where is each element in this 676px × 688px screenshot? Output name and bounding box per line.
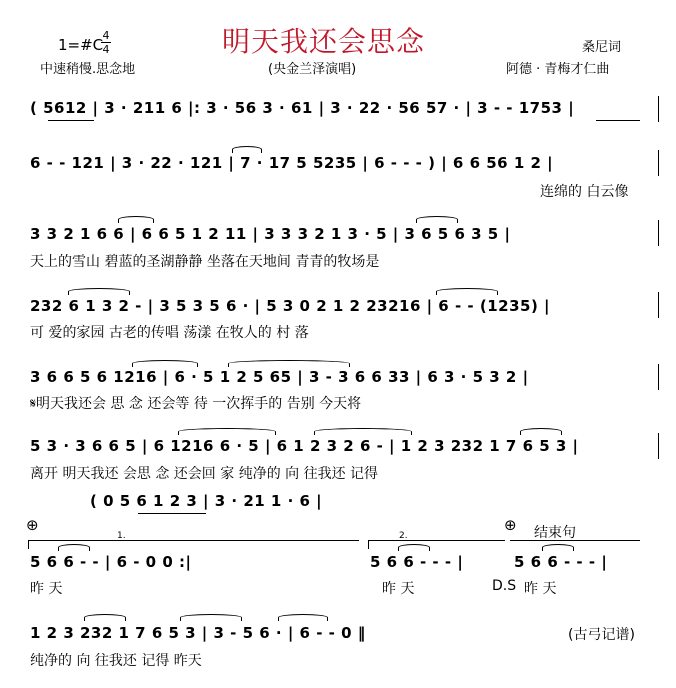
coda-sign-2: ⊕ — [504, 516, 517, 534]
bar-line — [658, 292, 659, 318]
performer: (央金兰泽演唱) — [268, 62, 357, 77]
song-title: 明天我还会思念 — [222, 25, 426, 58]
slur — [132, 360, 198, 367]
coda-label: 结束句 — [534, 525, 576, 541]
key-signature: 1=#C — [58, 36, 104, 54]
score-line-2: 6 - - 121 | 3 · 22 · 121 | 7 · 17 5 5235 | 6 - - - ) | 6 6 56 1 2 | — [30, 154, 554, 172]
lyrics-line-2: 连绵的 白云像 — [540, 184, 629, 200]
slur — [398, 544, 430, 551]
slur — [416, 216, 458, 223]
score-line-5: 3 6 6 5 6 1216 | 6 · 5 1 2 5 65 | 3 - 3 6 6 33 | 6 3 · 5 3 2 | — [30, 368, 529, 386]
slur — [228, 360, 350, 367]
slur — [314, 428, 412, 435]
lyrics-line-5: 𝄋明天我还会 思 念 还会等 待 一次挥手的 告别 今天将 — [30, 396, 362, 412]
bar-line — [658, 364, 659, 390]
coda-bracket — [510, 540, 640, 549]
triplet-slur — [84, 614, 126, 621]
ending-1-lyrics: 昨 天 — [30, 581, 63, 597]
slur — [180, 614, 242, 621]
coda-ending-notes: 5 6 6 - - - | — [514, 553, 608, 571]
slur — [436, 288, 498, 295]
slur — [278, 614, 328, 621]
triplet-slur — [520, 428, 562, 435]
coda-sign: ⊕ — [26, 516, 39, 534]
slur — [542, 544, 574, 551]
volta-1-label: 1. — [117, 531, 126, 541]
ending-2-notes: 5 6 6 - - - | — [370, 553, 464, 571]
underline — [48, 120, 94, 121]
score-line-7: ( 0 5 6 1 2 3 | 3 · 21 1 · 6 | — [90, 492, 323, 510]
volta-bracket-2 — [368, 531, 505, 549]
slur — [178, 428, 276, 435]
slur — [68, 288, 130, 295]
time-signature-top: 4 — [102, 29, 110, 42]
triplet-slur — [232, 146, 262, 153]
bar-line — [658, 96, 659, 122]
lyrics-line-3: 天上的雪山 碧蓝的圣湖静静 坐落在天地间 青青的牧场是 — [30, 254, 380, 270]
lyricist: 桑尼词 — [582, 40, 622, 55]
score-line-3: 3 3 2 1 6 6 | 6 6 5 1 2 11 | 3 3 3 2 1 3 · 5 | 3 6 5 6 3 5 | — [30, 225, 511, 243]
time-signature — [101, 30, 111, 55]
lyrics-line-4: 可 爱的家园 古老的传唱 荡漾 在牧人的 村 落 — [30, 325, 309, 341]
score-line-1: ( 5612 | 3 · 211 6 |: 3 · 56 3 · 61 | 3 · 22 · 56 57 · | 3 - - 1753 | — [30, 99, 575, 117]
tempo-marking: 中速稍慢.思念地 — [40, 62, 136, 77]
lyrics-line-6: 离开 明天我还 会思 念 还会回 家 纯净的 向 往我还 记得 — [30, 466, 379, 482]
bar-line — [658, 220, 659, 246]
underline — [596, 120, 640, 121]
score-line-9: 1 2 3 232 1 7 6 5 3 | 3 - 5 6 · | 6 - - 0 ‖ — [30, 624, 366, 642]
underline — [138, 513, 206, 514]
score-line-6: 5 3 · 3 6 6 5 | 6 1216 6 · 5 | 6 1 2 3 2 6 - | 1 2 3 232 1 7 6 5 3 | — [30, 437, 579, 455]
volta-2-label: 2. — [399, 531, 408, 541]
score-line-4: 232 6 1 3 2 - | 3 5 3 5 6 · | 5 3 0 2 1 2 23216 | 6 - - (1235) | — [30, 297, 551, 315]
time-signature-bottom: 4 — [102, 43, 110, 56]
bar-line — [658, 150, 659, 176]
composer: 阿德 · 青梅才仁曲 — [506, 62, 610, 77]
ending-2-lyrics: 昨 天 — [382, 581, 415, 597]
source-note: (古弓记谱) — [568, 627, 635, 643]
coda-ending-lyrics: 昨 天 — [524, 581, 557, 597]
ending-1-notes: 5 6 6 - - | 6 - 0 0 :| — [30, 553, 192, 571]
slur — [58, 544, 90, 551]
lyrics-line-9: 纯净的 向 往我还 记得 昨天 — [30, 653, 202, 669]
dal-segno: D.S — [492, 578, 517, 594]
slur — [118, 216, 154, 223]
bar-line — [658, 433, 659, 459]
